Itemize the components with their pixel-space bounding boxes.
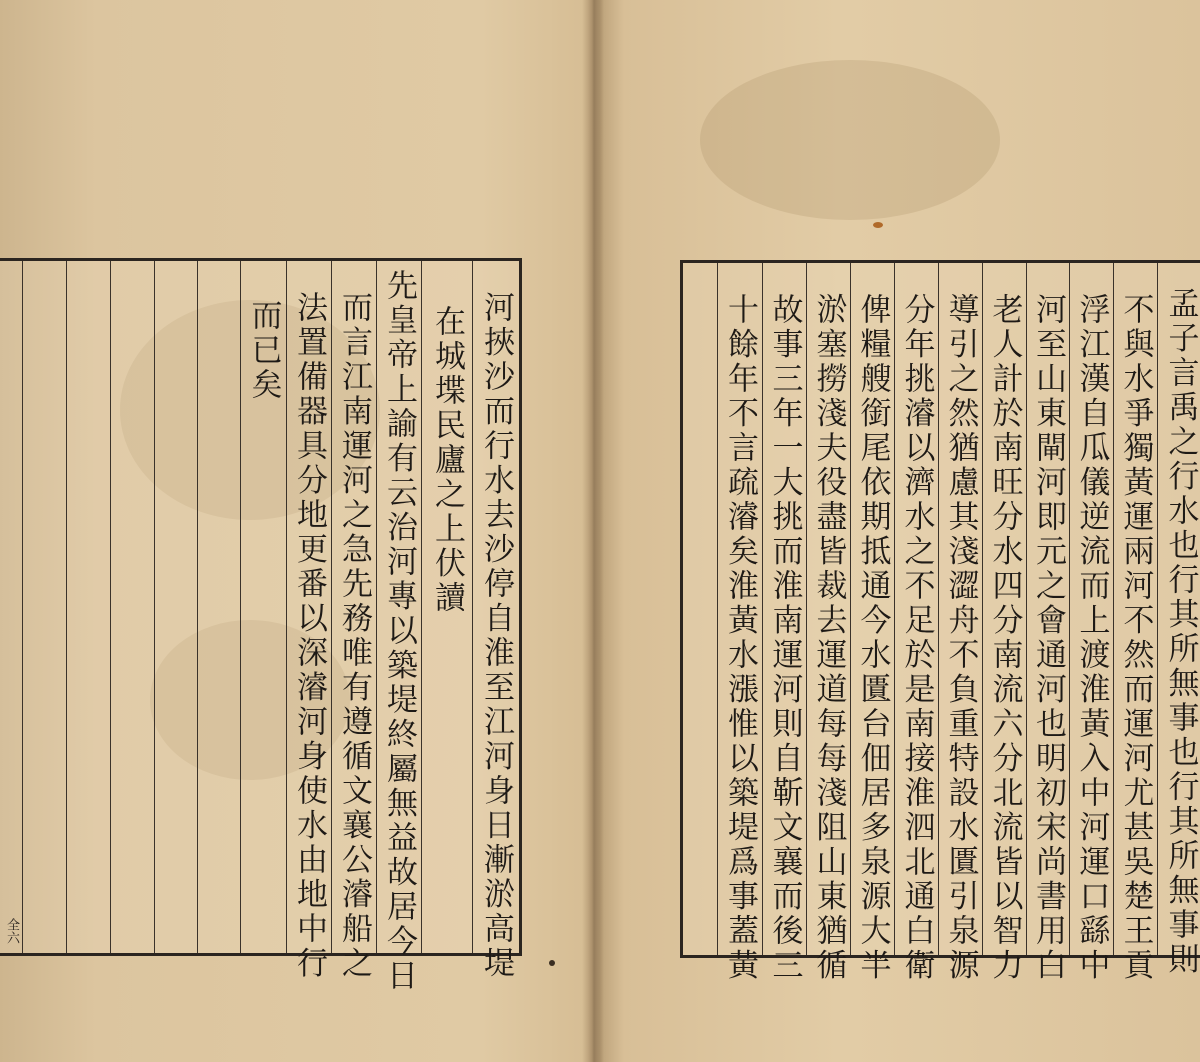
column-text: 法置備器具分地更番以深濬河身使水由地中行 [291,291,327,981]
text-column [1069,263,1113,983]
text-column [286,261,331,981]
text-column [850,263,894,983]
column-text: 河至山東閘河即元之會通河也明初宋尚書用白 [1030,293,1066,983]
text-column [894,263,938,983]
column-text: 浮江漢自瓜儀逆流而上渡淮黃入中河運口繇中 [1073,293,1110,983]
column-text: 孟子言禹之行水也行其所無事也行其所無事則 [1162,287,1199,977]
ink-fleck [549,960,555,966]
column-text: 老人計於南旺分水四分南流六分北流皆以智力 [986,293,1023,983]
column-text: 淤塞撈淺夫役盡皆裁去運道每每淺阻山東猶循 [810,293,847,983]
text-column [762,263,806,983]
text-column [1157,263,1200,977]
column-text: 分年挑濬以濟水之不足於是南接淮泗北通白衛 [898,293,935,983]
text-column [938,263,982,983]
folio-number: 全六 [4,918,19,944]
empty-column [154,261,197,953]
text-column [806,263,850,983]
column-text: 不與水爭獨黃運兩河不然而運河尤甚吳楚王貢 [1117,293,1154,983]
column-text: 而言江南運河之急先務唯有遵循文襄公濬船之 [336,291,372,981]
empty-column [22,261,66,953]
column-text: 故事三年一大挑而淮南運河則自靳文襄而後三 [766,293,803,983]
column-text: 俾糧艘銜尾依期抵通今水匱台佃居多泉源大半 [854,293,891,983]
left-page [0,0,590,1062]
ink-fleck [873,222,883,228]
right-text-frame [680,260,1200,983]
empty-column [197,261,240,953]
column-text: 導引之然猶慮其淺澀舟不負重特設水匱引泉源 [942,293,979,983]
text-column [982,263,1026,983]
text-column [717,263,762,983]
column-text: 先皇帝上諭有云治河專以築堤終屬無益故居今日 [381,269,417,994]
text-column [1113,263,1157,983]
empty-column [66,261,110,953]
text-column [240,261,286,953]
text-column [376,261,421,994]
empty-column [110,261,154,953]
column-text: 河挾沙而行水去沙停自淮至江河身日漸淤高堤 [478,291,514,981]
text-column [472,261,519,981]
text-column [1026,263,1069,983]
column-text: 在城堞民廬之上伏讀 [429,305,465,616]
column-text: 而已矣 [245,299,282,403]
left-text-frame [0,258,522,994]
text-column [421,261,472,953]
text-column [331,261,376,981]
column-text: 十餘年不言疏濬矣淮黃水漲惟以築堤爲事蓋黃 [722,293,758,983]
